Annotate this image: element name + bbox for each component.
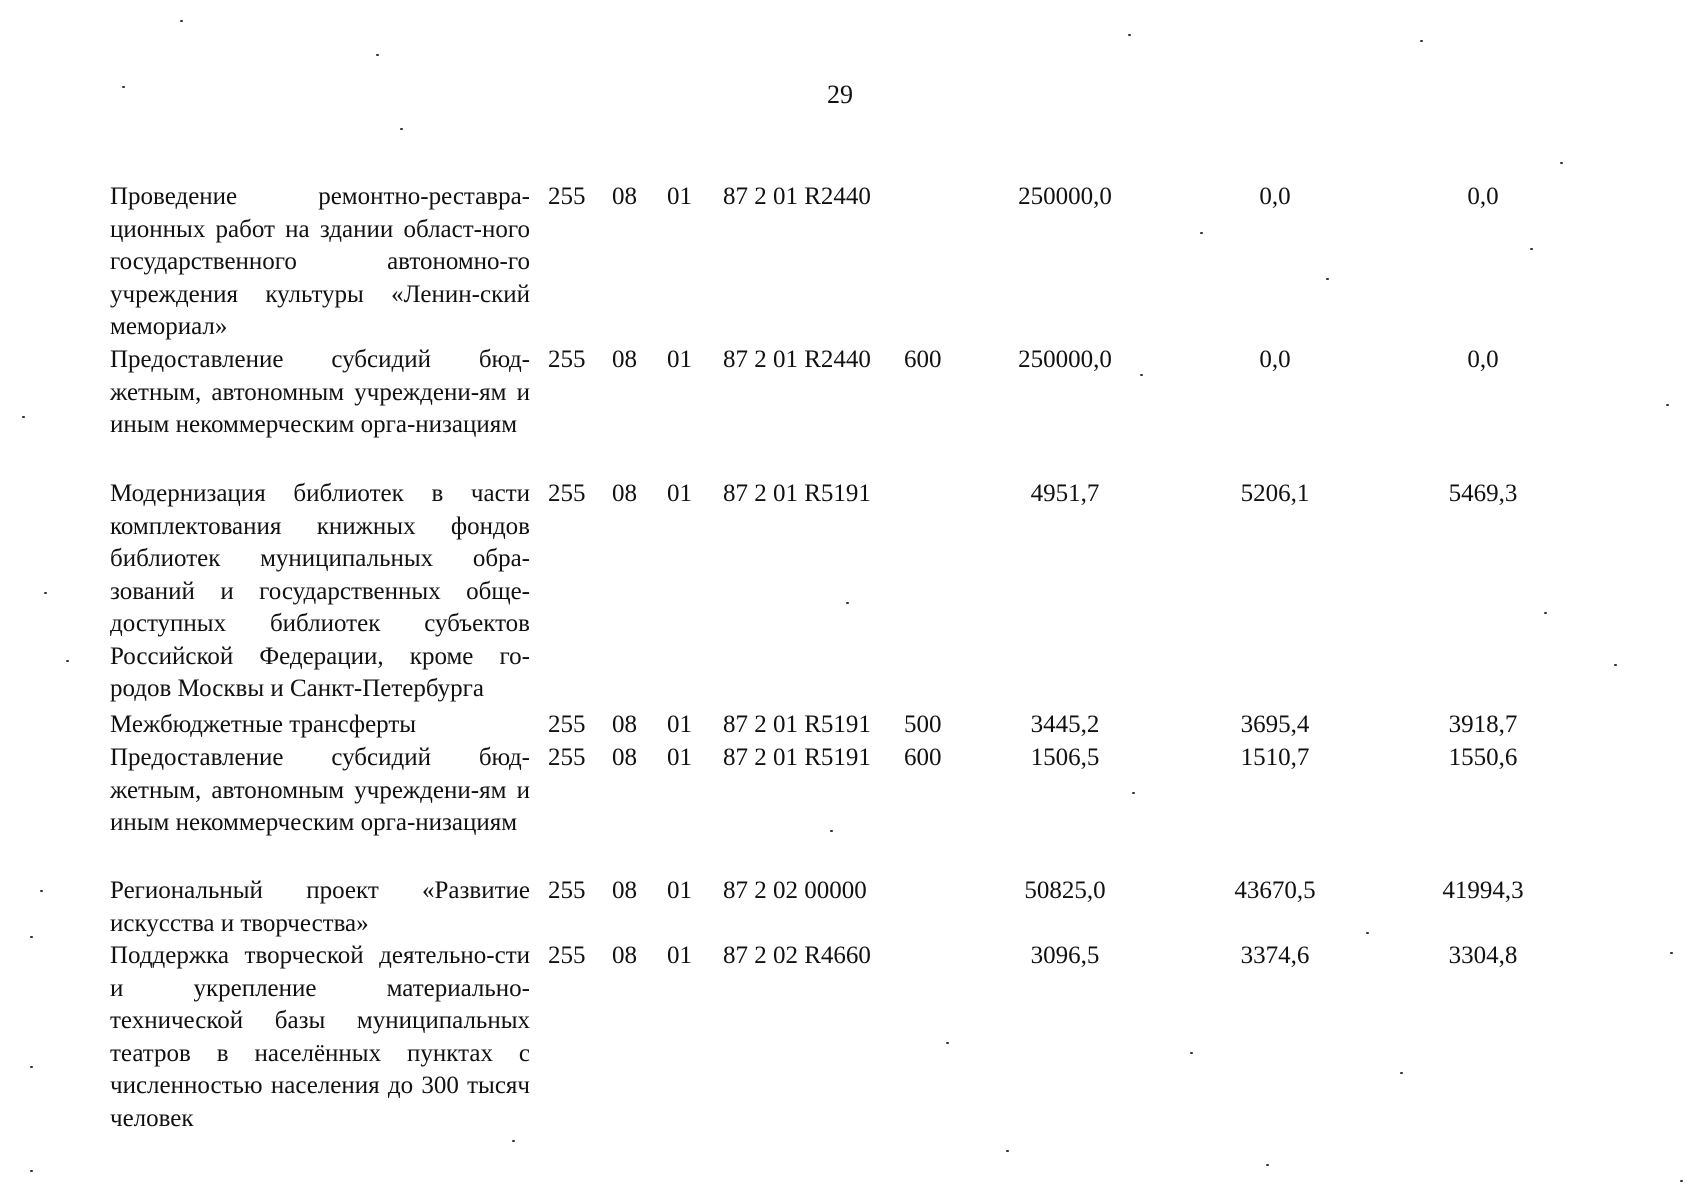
section-code: 08 <box>612 346 637 373</box>
subsection-code: 01 <box>667 877 692 904</box>
section-code: 08 <box>612 183 637 210</box>
grbs-code: 255 <box>548 346 586 373</box>
amount-year3: 0,0 <box>1467 183 1499 210</box>
amount-year1: 250000,0 <box>1018 346 1112 373</box>
scan-speck <box>512 1140 515 1142</box>
amount-year2: 3374,6 <box>1240 942 1310 969</box>
scan-speck <box>830 830 833 832</box>
amount-year3: 3918,7 <box>1448 711 1518 738</box>
grbs-code: 255 <box>548 744 586 771</box>
scan-speck <box>400 128 403 130</box>
amount-year3: 5469,3 <box>1448 480 1518 507</box>
section-code: 08 <box>612 877 637 904</box>
amount-year3: 1550,6 <box>1448 744 1518 771</box>
target-article-code: 87 2 02 00000 <box>723 877 867 904</box>
scan-speck <box>1420 40 1423 42</box>
target-article-code: 87 2 01 R2440 <box>723 183 871 210</box>
scan-speck <box>1614 664 1617 666</box>
scan-speck <box>1190 1052 1193 1054</box>
subsection-code: 01 <box>667 346 692 373</box>
section-code: 08 <box>612 711 637 738</box>
scan-speck <box>1132 792 1135 794</box>
target-article-code: 87 2 01 R2440 <box>723 346 871 373</box>
row-description: Поддержка творческой деятельно-сти и укрепление материально-технической базы муниципальных театров в населённых пунктах с численностью населения до 300 тысяч человек <box>110 942 530 1132</box>
grbs-code: 255 <box>548 183 586 210</box>
scan-speck <box>40 890 43 892</box>
row-description: Межбюджетные трансферты <box>110 711 417 738</box>
row-description: Модернизация библиотек в части комплектования книжных фондов библиотек муниципальных обра-зований и государственных обще-доступных библиотек субъектов Российской Федерации, кроме го-родов Москвы и Санкт-Петербурга <box>110 480 530 702</box>
section-code: 08 <box>612 744 637 771</box>
amount-year2: 5206,1 <box>1240 480 1310 507</box>
amount-year1: 1506,5 <box>1030 744 1100 771</box>
scan-speck <box>1560 162 1563 164</box>
target-article-code: 87 2 02 R4660 <box>723 942 871 969</box>
scan-speck <box>1006 1150 1009 1152</box>
subsection-code: 01 <box>667 711 692 738</box>
amount-year3: 0,0 <box>1467 346 1499 373</box>
grbs-code: 255 <box>548 877 586 904</box>
scan-speck <box>22 416 25 418</box>
scan-speck <box>1266 1164 1269 1166</box>
row-description: Региональный проект «Развитие искусства и творчества» <box>110 877 530 937</box>
section-code: 08 <box>612 942 637 969</box>
scan-speck <box>180 20 183 22</box>
scan-speck <box>1530 248 1533 250</box>
row-description: Проведение ремонтно-реставра-ционных работ на здании област-ного государственного автономно-го учреждения культуры «Ленин-ский мемориал» <box>110 183 530 340</box>
expense-type-code: 500 <box>904 711 942 738</box>
row-description: Предоставление субсидий бюд-жетным, автономным учреждени-ям и иным некоммерческим орга-низациям <box>110 346 530 438</box>
scan-speck <box>946 1042 949 1044</box>
scan-speck <box>1140 374 1143 376</box>
scan-speck <box>30 1170 33 1172</box>
amount-year1: 4951,7 <box>1030 480 1100 507</box>
section-code: 08 <box>612 480 637 507</box>
page-number: 29 <box>827 80 853 109</box>
scan-speck <box>376 54 379 56</box>
scan-speck <box>1680 1180 1683 1182</box>
subsection-code: 01 <box>667 183 692 210</box>
amount-year1: 3096,5 <box>1030 942 1100 969</box>
target-article-code: 87 2 01 R5191 <box>723 744 871 771</box>
expense-type-code: 600 <box>904 346 942 373</box>
grbs-code: 255 <box>548 942 586 969</box>
grbs-code: 255 <box>548 711 586 738</box>
target-article-code: 87 2 01 R5191 <box>723 480 871 507</box>
expense-type-code: 600 <box>904 744 942 771</box>
scan-speck <box>1400 1072 1403 1074</box>
scan-speck <box>1366 932 1369 934</box>
amount-year1: 3445,2 <box>1030 711 1100 738</box>
grbs-code: 255 <box>548 480 586 507</box>
scan-speck <box>1666 404 1669 406</box>
scan-speck <box>1544 612 1547 614</box>
row-description: Предоставление субсидий бюд-жетным, автономным учреждени-ям и иным некоммерческим орга-низациям <box>110 744 530 836</box>
scan-speck <box>122 86 125 88</box>
scan-speck <box>30 1066 33 1068</box>
scan-speck <box>846 602 849 604</box>
scan-speck <box>1670 952 1673 954</box>
scan-speck <box>1200 232 1203 234</box>
amount-year2: 3695,4 <box>1240 711 1310 738</box>
scan-speck <box>30 936 33 938</box>
target-article-code: 87 2 01 R5191 <box>723 711 871 738</box>
amount-year2: 0,0 <box>1259 183 1291 210</box>
amount-year2: 0,0 <box>1259 346 1291 373</box>
amount-year3: 3304,8 <box>1448 942 1518 969</box>
scan-speck <box>1128 34 1131 36</box>
subsection-code: 01 <box>667 744 692 771</box>
scan-speck <box>66 660 69 662</box>
subsection-code: 01 <box>667 942 692 969</box>
amount-year2: 1510,7 <box>1240 744 1310 771</box>
scan-speck <box>1326 278 1329 280</box>
amount-year3: 41994,3 <box>1442 877 1524 904</box>
scan-speck <box>44 592 47 594</box>
amount-year1: 250000,0 <box>1018 183 1112 210</box>
amount-year2: 43670,5 <box>1234 877 1316 904</box>
subsection-code: 01 <box>667 480 692 507</box>
amount-year1: 50825,0 <box>1024 877 1106 904</box>
